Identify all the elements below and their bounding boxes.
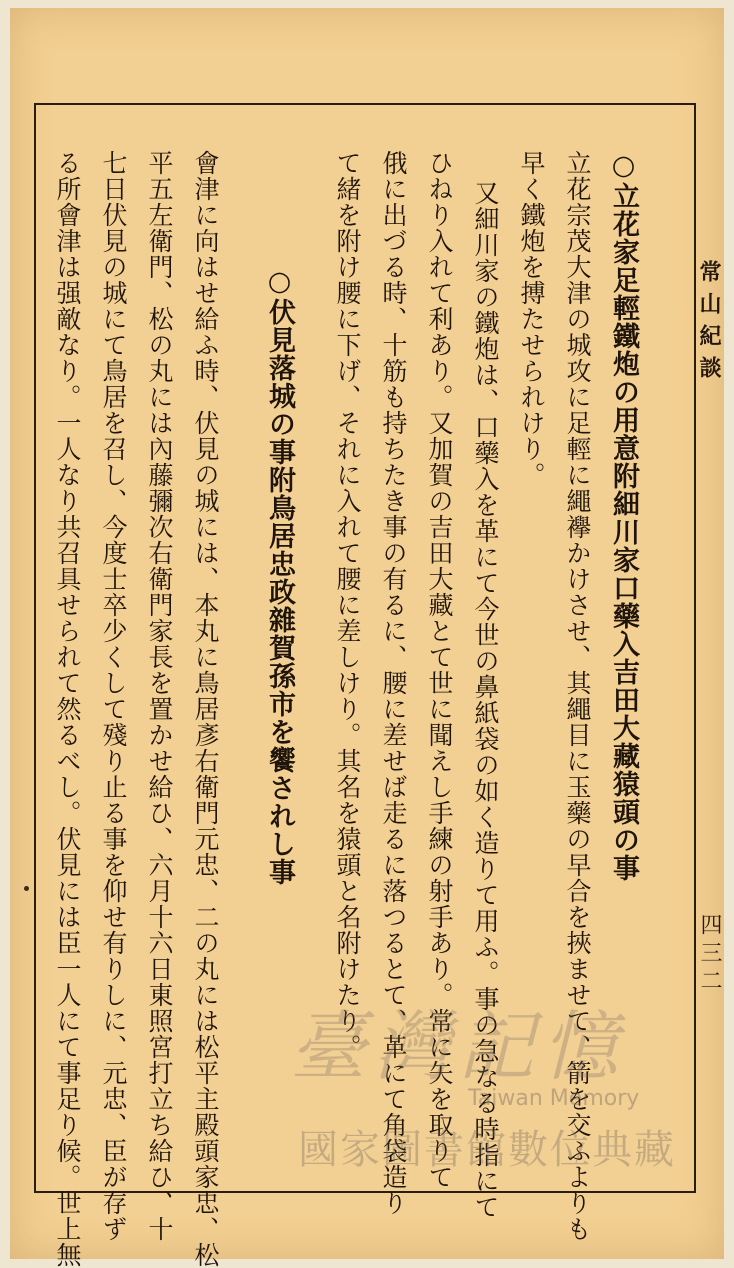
text-column: て緒を附け腰に下げ、それに入れて腰に差しけり。其名を猿頭と名附けたり。 xyxy=(333,150,362,1060)
ink-dot xyxy=(24,886,29,891)
text-column: 早く鐵炮を搏たせられけり。 xyxy=(517,150,546,488)
text-column: 會津に向はせ給ふ時、伏見の城には、本丸に鳥居彥右衛門元忠、二の丸には松平主殿頭家忠、松 xyxy=(191,150,220,1268)
heading-tachibana: ○立花家足輕鐵炮の用意附細川家口藥入吉田大藏猿頭の事 xyxy=(608,150,639,882)
text-column: 俄に出づる時、十筋も持ちたき事の有るに、腰に差せば走るに落つるとて、革にて角袋造り xyxy=(379,150,408,1216)
watermark-english: Taiwan Memory xyxy=(468,1086,640,1111)
page-number: 四三二 xyxy=(697,913,722,997)
text-column: る所會津は强敵なり。一人なり共召具せられて然るべし。伏見には臣一人にて事足り候。世上無 xyxy=(53,150,82,1268)
text-column: 又細川家の鐵炮は、口藥入を革にて今世の鼻紙袋の如く造りて用ふ。事の急なる時指にて xyxy=(471,180,500,1220)
text-column: 立花宗茂大津の城攻に足輕に繩襷かけさせ、其繩目に玉藥の早合を挾ませて、箭を交ふよりも xyxy=(563,150,592,1242)
book-page xyxy=(10,8,724,1268)
text-column: 七日伏見の城にて鳥居を召し、今度士卒少くして殘り止る事を仰せ有りしに、元忠、臣が存ず xyxy=(99,150,128,1242)
text-column: 平五左衛門、松の丸には內藤彌次右衛門家長を置かせ給ひ、六月十六日東照宮打立ち給ひ、十 xyxy=(145,150,174,1242)
text-column: ひねり入れて利あり。又加賀の吉田大藏とて世に聞えし手練の射手あり。常に矢を取りて xyxy=(425,150,454,1190)
watermark-chinese: 國家圖書館數位典藏 xyxy=(298,1127,676,1173)
running-title: 常山紀談 xyxy=(696,260,722,388)
heading-fushimi: ○伏見落城の事附鳥居忠政雜賀孫市を饗されし事 xyxy=(264,266,295,886)
watermark-logo: 臺灣記憶 xyxy=(290,1002,626,1091)
